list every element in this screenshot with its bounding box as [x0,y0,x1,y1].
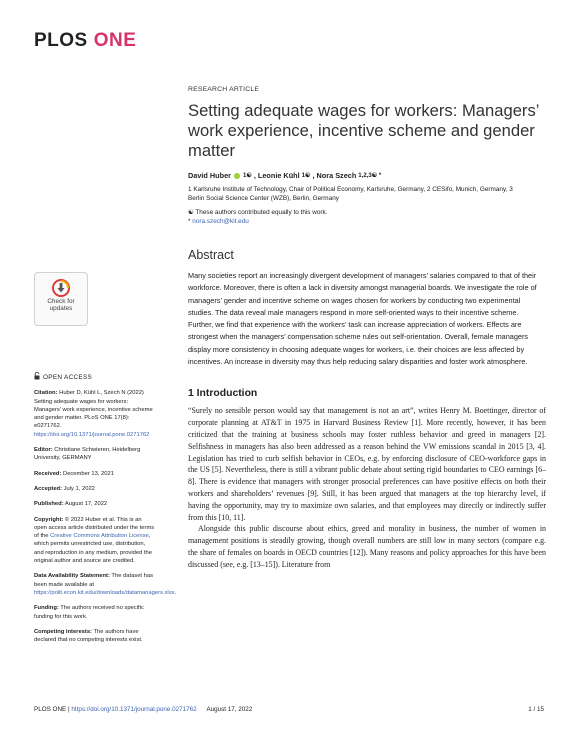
badge-line1: Check for [47,298,75,305]
published-block [34,500,156,508]
footer-doi-link[interactable]: https://doi.org/10.1371/journal.pone.0271762 [71,706,197,713]
data-availability-label: Data Availability Statement: [34,573,110,580]
funding-text: The authors received no specific funding for this work. [34,605,144,620]
check-updates-icon [52,279,70,297]
paragraph: Alongside this public discourse about ethics, greed and morality in business, the number of women in management positions is steadily growing, though overall numbers are still low in many sectors (compare e.g. the share of females on boards in OECD countries [12]). Many reasons and policy approaches for this have been discussed (see, e.g. [13–15]). Literature from [188,524,546,569]
competing-interests-label: Competing interests: [34,628,92,635]
copyright-label: Copyright: [34,516,64,523]
data-availability-text: The dataset has been made available at [34,573,153,588]
journal-logo [34,30,136,52]
competing-interests-text: The authors have declared that no competing interests exist. [34,628,143,644]
author-affil-sup: 1,2,3☯ * [358,172,382,179]
copyright-text-end: , which permits unrestricted use, distribution, and reproduction in any medium, provided the original author and source are credited. [34,533,152,565]
abstract-heading: Abstract [188,248,234,262]
author-affil-sup: 1☯ [242,172,252,179]
accepted-block [34,485,156,493]
article-title: Setting adequate wages for workers: Managers’ work experience, incentive scheme and gender matter [188,101,539,160]
copyright-block [34,516,156,566]
author-name[interactable]: David Huber [188,171,231,180]
funding-block [34,604,156,621]
dataset-link[interactable]: https://polit.econ.kit.edu/downloads/datamanagers.xlsx [34,589,175,596]
article-type-label: RESEARCH ARTICLE [188,86,260,93]
paragraph: “Surely no sensible person would say that management is not an art”, writes Henry M. Boettinger, director of corporate planning at AT&T in 1975 in Harvard Business Review [1]. More recently, however, it has been criticized that the training at business schools may foster ruthless behavior and greed in managers [2]. Selfishness in managers has also been addressed as a reason behind the VW emissions scandal in 2015 [3, 4]. Legislation has tried to curb selfish behavior in CEOs, e.g. by enforcing disclosure of CEO-workforce gaps in the US [5]. Nevertheless, there is still a vibrant public debate about setting rigid boundaries to CEO earnings [6–8]. There is evidence that managers with stronger prosocial preferences can have positive effects on both their workers and shareholders’ revenues [9]. Still, it has been argued that managers at the top hierarchy level, if having the opportunity, may try to maximize own salaries, and that employees may directly or indirectly suffer from this [10, 11]. [188,406,546,522]
article-sidebar [34,372,177,651]
introduction-heading: 1 Introduction [188,388,258,400]
license-link[interactable]: Creative Commons Attribution License [50,533,149,540]
received-block [34,470,156,478]
page-footer [34,706,544,713]
article-main [188,86,544,571]
data-availability-block [34,572,177,597]
footer-separator: | [66,706,72,713]
footer-date: August 17, 2022 [206,706,253,713]
author-notes [188,209,544,226]
page-number: 1 / 15 [528,706,544,713]
accepted-label: Accepted: [34,485,63,492]
data-availability-end: . [174,589,177,596]
open-access-label [34,372,156,383]
affiliations: 1 Karlsruhe Institute of Technology, Chair of Political Economy, Karlsruhe, Germany, 2 CESifo, Munich, Germany, 3 Berlin Social Science Center (WZB), Berlin, Germany [188,186,513,202]
published-date: August 17, 2022 [63,501,108,508]
editor-text: Christiane Schwieren, Heidelberg University, GERMANY [34,447,141,462]
check-for-updates-badge[interactable] [34,272,88,326]
badge-line2: updates [49,305,73,312]
email-marker: * [188,217,193,225]
copyright-text: © 2022 Huber et al. This is an open access article distributed under the terms of the [34,516,155,540]
author-name[interactable]: , Nora Szech [312,171,357,180]
corresponding-email-line [188,218,544,227]
introduction-body [188,405,546,570]
open-access-text: OPEN ACCESS [43,373,93,381]
author-name[interactable]: , Leonie Kühl [253,171,300,180]
abstract-text: Many societies report an increasingly divergent development of managers’ salaries compared to that of their workforce. Moreover, there is often a lack in diversity amongst managerial boards. We investigate the role of managers’ gender and incentive scheme on wages chosen for workers by conducting two experimental studies. The data reveal male managers respond in more self-oriented ways to their incentive scheme. Further, we find that experience with the workers’ task can increase appreciation of workers. Effects are strongest when the managers’ compensation scheme rules out self-orientation. Overall, female managers display more consistency in choosing adequate wages for workers, i.e. their choices are less affected by incentives. An increase in diversity may thus help reducing salary disparities and foster work atmosphere. [188,271,537,367]
citation-label: Citation: [34,390,58,397]
author-affil-sup: 1☯ [301,172,311,179]
logo-plos: PLOS [34,30,88,51]
competing-interests-block [34,628,156,645]
open-lock-icon [34,372,40,383]
accepted-date: July 1, 2022 [62,485,95,492]
editor-label: Editor: [34,447,53,454]
funding-label: Funding: [34,605,59,612]
author-list [188,171,544,180]
corresponding-email-link[interactable]: nora.szech@kit.edu [192,217,249,225]
published-label: Published: [34,501,64,508]
logo-one: ONE [93,30,137,51]
footer-journal: PLOS ONE [34,706,67,713]
orcid-icon[interactable] [234,173,240,179]
received-label: Received: [34,470,62,477]
editor-block [34,446,156,463]
citation-doi-link[interactable]: https://doi.org/10.1371/journal.pone.0271762 [34,431,150,438]
received-date: December 13, 2021 [61,470,114,477]
equal-contribution-note: ☯ These authors contributed equally to this work. [188,209,328,216]
citation-block [34,389,156,439]
citation-text: Huber D, Kühl L, Szech N (2022) Setting adequate wages for workers: Managers’ work experience, incentive scheme and gender matter. PLoS ONE 17(8): e0271762. [34,390,153,430]
